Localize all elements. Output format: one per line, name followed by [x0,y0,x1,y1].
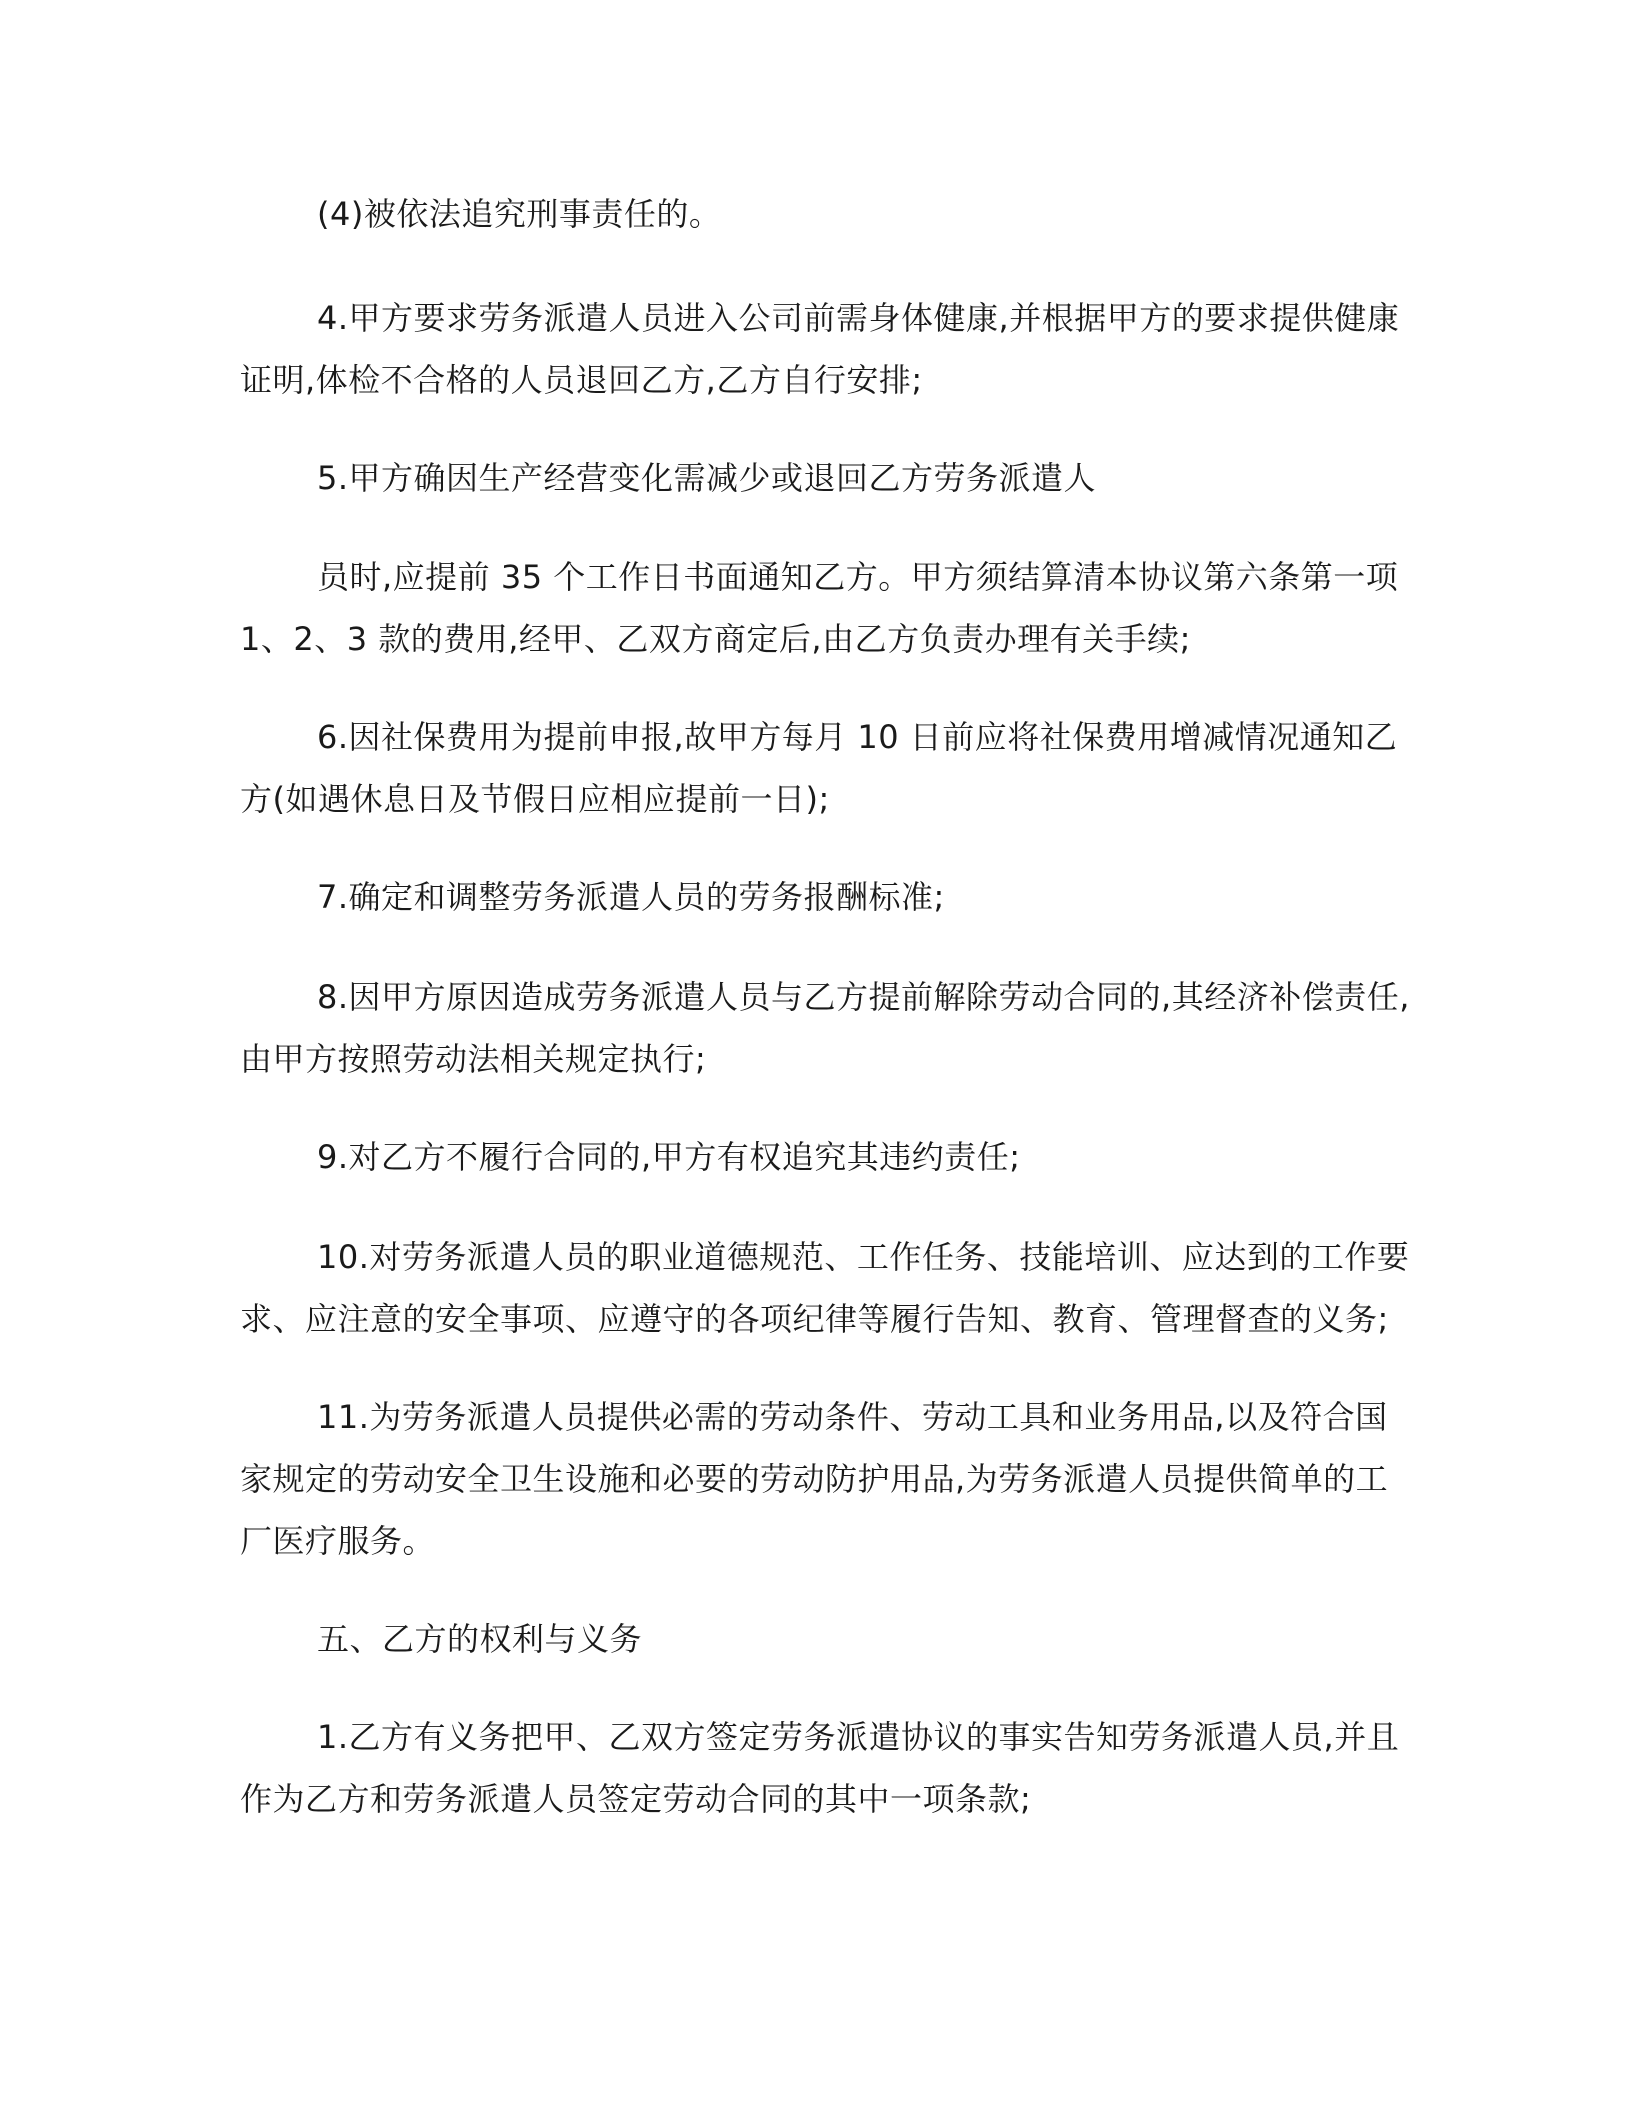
paragraph-item-7 [240,866,1390,928]
paragraph-item-10 [240,1226,1410,1350]
paragraph-line: 8.因甲方原因造成劳务派遣人员与乙方提前解除劳动合同的,其经济补偿责任, [317,978,1410,1016]
paragraph-item-11 [240,1386,1390,1572]
paragraph-item-8 [240,966,1410,1090]
paragraph-line: 由甲方按照劳动法相关规定执行; [240,1040,707,1078]
paragraph-line: (4)被依法追究刑事责任的。 [317,195,722,233]
paragraph-line: 5.甲方确因生产经营变化需减少或退回乙方劳务派遣人 [317,459,1097,497]
paragraph-line: 6.因社保费用为提前申报,故甲方每月 10 日前应将社保费用增减情况通知乙 [317,718,1398,756]
paragraph-item-6 [240,706,1398,830]
paragraph-line: 10.对劳务派遣人员的职业道德规范、工作任务、技能培训、应达到的工作要 [317,1238,1410,1276]
paragraph-line: 1、2、3 款的费用,经甲、乙双方商定后,由乙方负责办理有关手续; [240,620,1191,658]
paragraph-line: 员时,应提前 35 个工作日书面通知乙方。甲方须结算清本协议第六条第一项 [317,558,1399,596]
paragraph-line: 家规定的劳动安全卫生设施和必要的劳动防护用品,为劳务派遣人员提供简单的工 [240,1460,1389,1498]
paragraph-line: 证明,体检不合格的人员退回乙方,乙方自行安排; [240,361,923,399]
paragraph-item-4 [240,287,1400,411]
paragraph-line: 7.确定和调整劳务派遣人员的劳务报酬标准; [317,878,945,916]
paragraph-line: 1.乙方有义务把甲、乙双方签定劳务派遣协议的事实告知劳务派遣人员,并且 [317,1718,1400,1756]
paragraph-line: 厂医疗服务。 [240,1522,436,1560]
paragraph-item-5 [240,447,1390,509]
paragraph-line: 作为乙方和劳务派遣人员签定劳动合同的其中一项条款; [240,1780,1032,1818]
paragraph-line: 求、应注意的安全事项、应遵守的各项纪律等履行告知、教育、管理督查的义务; [240,1300,1389,1338]
paragraph-section5-item-1 [240,1706,1400,1830]
paragraph-4-criminal-liability [240,183,1390,245]
paragraph-item-5-continued [240,546,1399,670]
paragraph-line: 11.为劳务派遣人员提供必需的劳动条件、劳动工具和业务用品,以及符合国 [317,1398,1388,1436]
section-heading-five [240,1608,1390,1670]
paragraph-line: 4.甲方要求劳务派遣人员进入公司前需身体健康,并根据甲方的要求提供健康 [317,299,1400,337]
paragraph-line: 9.对乙方不履行合同的,甲方有权追究其违约责任; [317,1138,1021,1176]
paragraph-item-9 [240,1126,1390,1188]
paragraph-line: 方(如遇休息日及节假日应相应提前一日); [240,780,830,818]
section-heading: 五、乙方的权利与义务 [317,1620,643,1658]
